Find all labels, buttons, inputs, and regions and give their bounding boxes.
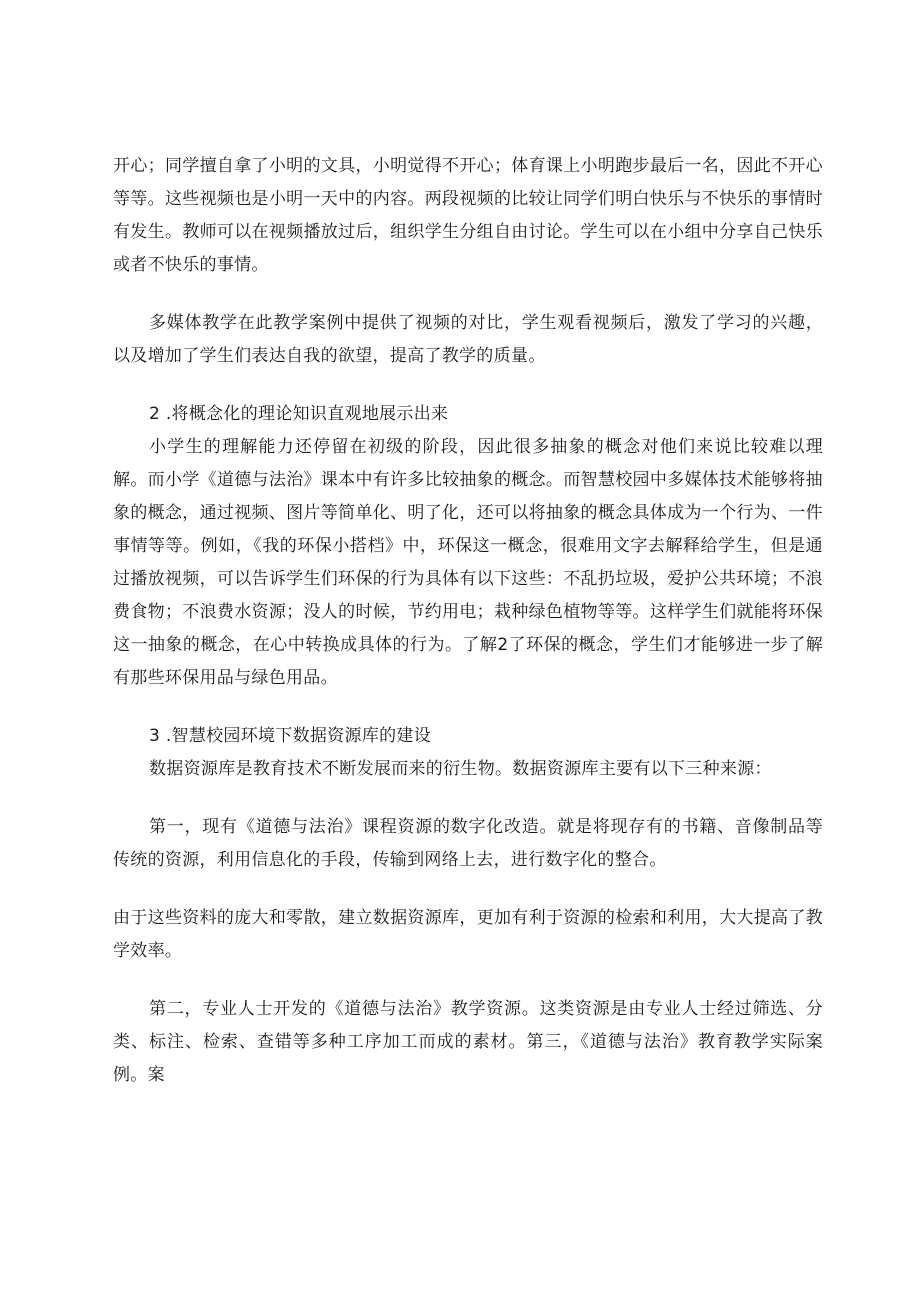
paragraph-source-second-third: 第二，专业人士开发的《道德与法治》教学资源。这类资源是由专业人士经过筛选、分类、标注、检索、查错等多种工序加工而成的素材。第三，《道德与法治》教育教学实际案例。案 xyxy=(113,999,823,1085)
paragraph-source-first-continued: 由于这些资料的庞大和零散，建立数据资源库，更加有利于资源的检索和利用，大大提高了教学效率。 xyxy=(113,908,823,961)
section-heading-2: 2 .将概念化的理论知识直观地展示出来 xyxy=(149,404,449,424)
paragraph-source-first: 第一，现有《道德与法治》课程资源的数字化改造。就是将现存有的书籍、音像制品等传统的资源，利用信息化的手段，传输到网络上去，进行数字化的整合。 xyxy=(113,817,823,870)
paragraph-abstract-concepts: 小学生的理解能力还停留在初级的阶段，因此很多抽象的概念对他们来说比较难以理解。而小学《道德与法治》课本中有许多比较抽象的概念。而智慧校园中多媒体技术能够将抽象的概念，通过视频、图片等简单化、明了化，还可以将抽象的概念具体成为一个行为、一件事情等等。例如，《我的环保小搭档》中，环保这一概念，很难用文字去解释给学生，但是通过播放视频，可以告诉学生们环保的行为具体有以下这些：不乱扔垃圾，爱护公共环境；不浪费食物；不浪费水资源；没人的时候，节约用电；栽种绿色植物等等。这样学生们就能将环保这一抽象的概念，在心中转换成具体的行为。了解2了环保的概念，学生们才能够进一步了解有那些环保用品与绿色用品。 xyxy=(113,437,823,688)
document-body xyxy=(113,150,823,1092)
paragraph-multimedia-summary: 多媒体教学在此教学案例中提供了视频的对比，学生观看视频后，激发了学习的兴趣，以及增加了学生们表达自我的欲望，提高了教学的质量。 xyxy=(113,313,823,366)
section-heading-3: 3 .智慧校园环境下数据资源库的建设 xyxy=(149,726,432,746)
paragraph-database-intro: 数据资源库是教育技术不断发展而来的衍生物。数据资源库主要有以下三种来源： xyxy=(149,759,772,779)
paragraph-video-comparison: 开心；同学擅自拿了小明的文具，小明觉得不开心；体育课上小明跑步最后一名，因此不开心等等。这些视频也是小明一天中的内容。两段视频的比较让同学们明白快乐与不快乐的事情时有发生。教师可以在视频播放过后，组织学生分组自由讨论。学生可以在小组中分享自己快乐或者不快乐的事情。 xyxy=(113,156,823,275)
